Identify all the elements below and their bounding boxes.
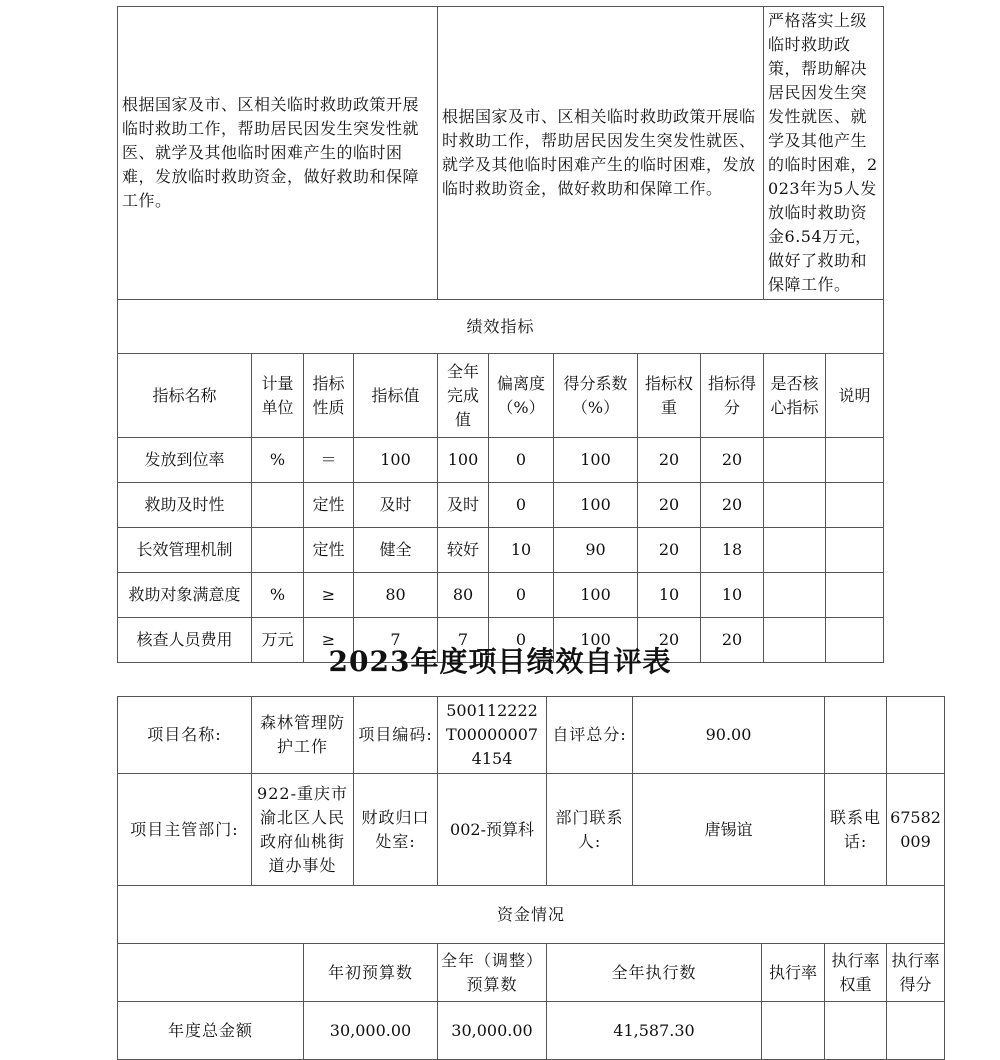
table-cell [252,528,304,573]
section-title: 绩效指标 [118,300,884,354]
column-header: 执行率 [762,944,825,1002]
table-cell [252,483,304,528]
table-cell: 20 [638,618,701,663]
phone-label: 联系电话: [825,774,887,886]
table-header-row [118,354,884,438]
contact-label: 部门联系人: [547,774,633,886]
table-cell: 0 [489,573,554,618]
dept-name: 922-重庆市渝北区人民政府仙桃街道办事处 [252,774,354,886]
table-row [118,483,884,528]
table-cell [762,1002,825,1060]
section-header-row [118,300,884,354]
indicator-name: 救助对象满意度 [118,573,252,618]
table-cell: 10 [701,573,764,618]
contact-person: 唐锡谊 [633,774,825,886]
column-header: 得分系数（%） [554,354,638,438]
empty-cell [887,697,945,774]
table-cell [826,528,884,573]
project-code-label: 项目编码: [354,697,438,774]
finance-office-label: 财政归口处室: [354,774,438,886]
project-name-label: 项目名称: [118,697,252,774]
table-cell: 定性 [304,528,354,573]
table-cell: 20 [701,483,764,528]
table-cell: ≥ [304,573,354,618]
table-cell [764,438,826,483]
table-cell: 及时 [354,483,438,528]
table-cell: 10 [489,528,554,573]
column-header: 指标得分 [701,354,764,438]
column-header: 执行率权重 [825,944,887,1002]
description-completion: 严格落实上级临时救助政策，帮助解决居民因发生突发性就医、就学及其他产生的临时困难，2023年为5人发放临时救助资金6.54万元，做好了救助和保障工作。 [764,7,884,300]
column-header: 说明 [826,354,884,438]
description-target: 根据国家及市、区相关临时救助政策开展临时救助工作，帮助居民因发生突发性就医、就学及其他临时困难产生的临时困难，发放临时救助资金，做好救助和保障工作。 [118,7,438,300]
table-cell: 10 [638,573,701,618]
table-cell: 100 [554,618,638,663]
table-cell: 18 [701,528,764,573]
finance-office: 002-预算科 [438,774,547,886]
table-cell: 7 [354,618,438,663]
table-cell: 100 [438,438,489,483]
table-cell: 定性 [304,483,354,528]
project-name: 森林管理防护工作 [252,697,354,774]
table-cell: 41,587.30 [547,1002,762,1060]
performance-indicator-table [117,6,884,663]
table-cell: ≥ [304,618,354,663]
table-cell: 100 [354,438,438,483]
indicator-name: 发放到位率 [118,438,252,483]
indicator-name: 长效管理机制 [118,528,252,573]
phone-number: 67582009 [887,774,945,886]
empty-cell [825,697,887,774]
table-cell [826,438,884,483]
table-cell: 100 [554,438,638,483]
page-title: 2023年度项目绩效自评表 [328,645,672,678]
department-row [118,774,945,886]
table-row [118,573,884,618]
table-cell [887,1002,945,1060]
table-cell: 100 [554,573,638,618]
description-row [118,7,884,300]
funds-section-row [118,886,945,944]
table-cell: 30,000.00 [438,1002,547,1060]
column-header: 计量单位 [252,354,304,438]
table-cell: 0 [489,438,554,483]
column-header: 全年（调整）预算数 [438,944,547,1002]
empty-cell [118,944,304,1002]
table-cell: 20 [638,528,701,573]
indicator-name: 救助及时性 [118,483,252,528]
table-cell: 90 [554,528,638,573]
table-cell: 及时 [438,483,489,528]
table-cell [764,573,826,618]
total-amount-label: 年度总金额 [118,1002,304,1060]
project-code: 500112222T000000074154 [438,697,547,774]
project-info-row [118,697,945,774]
column-header: 指标性质 [304,354,354,438]
table-cell: 100 [554,483,638,528]
table-row [118,528,884,573]
indicator-name: 核查人员费用 [118,618,252,663]
table-cell [826,483,884,528]
table-cell: 较好 [438,528,489,573]
funds-section-title: 资金情况 [118,886,945,944]
self-score-label: 自评总分: [547,697,633,774]
column-header: 是否核心指标 [764,354,826,438]
table-cell [764,528,826,573]
table-cell: 7 [438,618,489,663]
table-cell [764,483,826,528]
table-cell: 30,000.00 [304,1002,438,1060]
table-cell: ＝ [304,438,354,483]
table-cell: % [252,438,304,483]
table-cell: 20 [701,438,764,483]
table-cell [825,1002,887,1060]
table-cell: 健全 [354,528,438,573]
funds-header-row [118,944,945,1002]
description-plan: 根据国家及市、区相关临时救助政策开展临时救助工作，帮助居民因发生突发性就医、就学及其他临时困难产生的临时困难，发放临时救助资金，做好救助和保障工作。 [438,7,764,300]
table-cell: 0 [489,483,554,528]
column-header: 指标值 [354,354,438,438]
table-row [118,1002,945,1060]
column-header: 全年执行数 [547,944,762,1002]
column-header: 年初预算数 [304,944,438,1002]
table-cell: 20 [701,618,764,663]
table-cell: 20 [638,483,701,528]
project-self-evaluation-table [117,696,945,1060]
self-score: 90.00 [633,697,825,774]
table-cell: 0 [489,618,554,663]
table-cell [826,573,884,618]
table-cell: 20 [638,438,701,483]
column-header: 偏离度（%） [489,354,554,438]
table-row [118,438,884,483]
table-cell: % [252,573,304,618]
column-header: 指标权重 [638,354,701,438]
column-header: 指标名称 [118,354,252,438]
table-cell: 80 [438,573,489,618]
dept-label: 项目主管部门: [118,774,252,886]
table-cell: 80 [354,573,438,618]
column-header: 全年完成值 [438,354,489,438]
table-cell: 万元 [252,618,304,663]
column-header: 执行率得分 [887,944,945,1002]
